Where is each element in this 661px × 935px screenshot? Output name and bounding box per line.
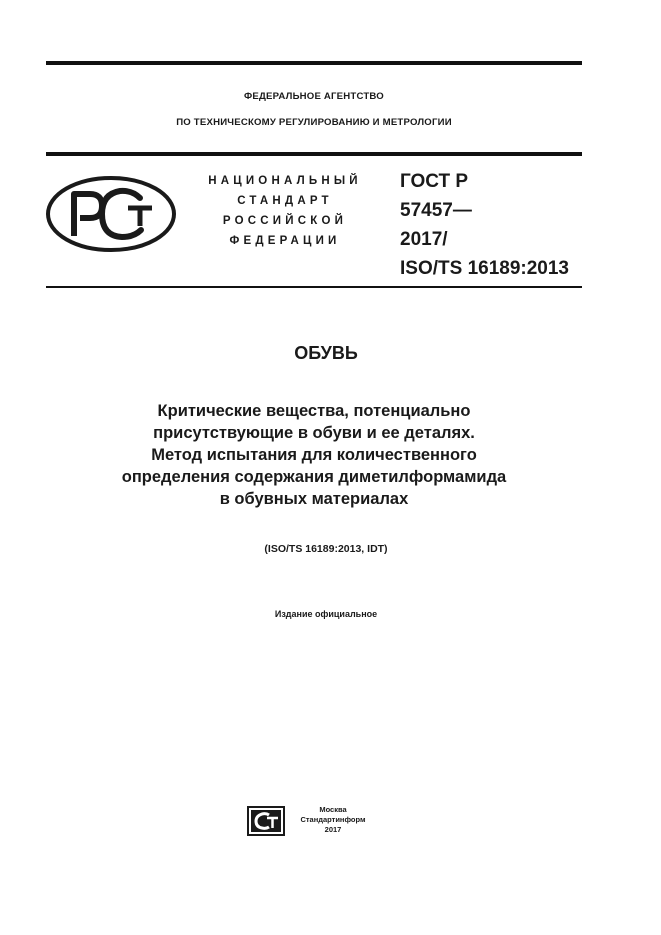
subtitle-line-5: в обувных материалах xyxy=(219,490,409,508)
agency-line-2: ПО ТЕХНИЧЕСКОМУ РЕГУЛИРОВАНИЮ И МЕТРОЛОГИИ xyxy=(176,117,452,128)
national-standard-label xyxy=(195,171,375,251)
publisher-city: Москва xyxy=(319,805,347,814)
designation-line-2: 57457— xyxy=(400,200,472,221)
designation-line-3: 2017/ xyxy=(400,229,448,250)
rst-gost-logo-icon xyxy=(44,174,178,254)
document-subtitle xyxy=(46,400,582,510)
middle-rule xyxy=(46,152,582,156)
edition-label: Издание официальное xyxy=(274,609,378,619)
designation-line-4: ISO/TS 16189:2013 xyxy=(400,258,569,279)
standartinform-logo-icon xyxy=(247,806,285,836)
document-title: ОБУВЬ xyxy=(294,343,358,363)
designation-line-1: ГОСТ Р xyxy=(400,171,469,192)
subtitle-line-4: определения содержания диметилформамида xyxy=(121,468,507,486)
iso-reference: (ISO/TS 16189:2013, IDT) xyxy=(264,543,388,555)
national-line-2: СТАНДАРТ xyxy=(237,195,333,207)
lower-rule xyxy=(46,286,582,288)
subtitle-line-2: присутствующие в обуви и ее деталях. xyxy=(153,424,475,442)
publisher-name: Стандартинформ xyxy=(300,815,366,824)
top-rule xyxy=(46,61,582,65)
publisher-year: 2017 xyxy=(324,825,342,834)
national-line-1: НАЦИОНАЛЬНЫЙ xyxy=(208,175,362,187)
standard-designation xyxy=(400,167,569,283)
subtitle-line-1: Критические вещества, потенциально xyxy=(157,402,471,420)
publisher-info xyxy=(293,805,373,835)
national-line-4: ФЕДЕРАЦИИ xyxy=(229,235,341,247)
subtitle-line-3: Метод испытания для количественного xyxy=(151,446,477,464)
agency-line-1: ФЕДЕРАЛЬНОЕ АГЕНТСТВО xyxy=(244,91,384,102)
national-line-3: РОССИЙСКОЙ xyxy=(222,215,348,227)
